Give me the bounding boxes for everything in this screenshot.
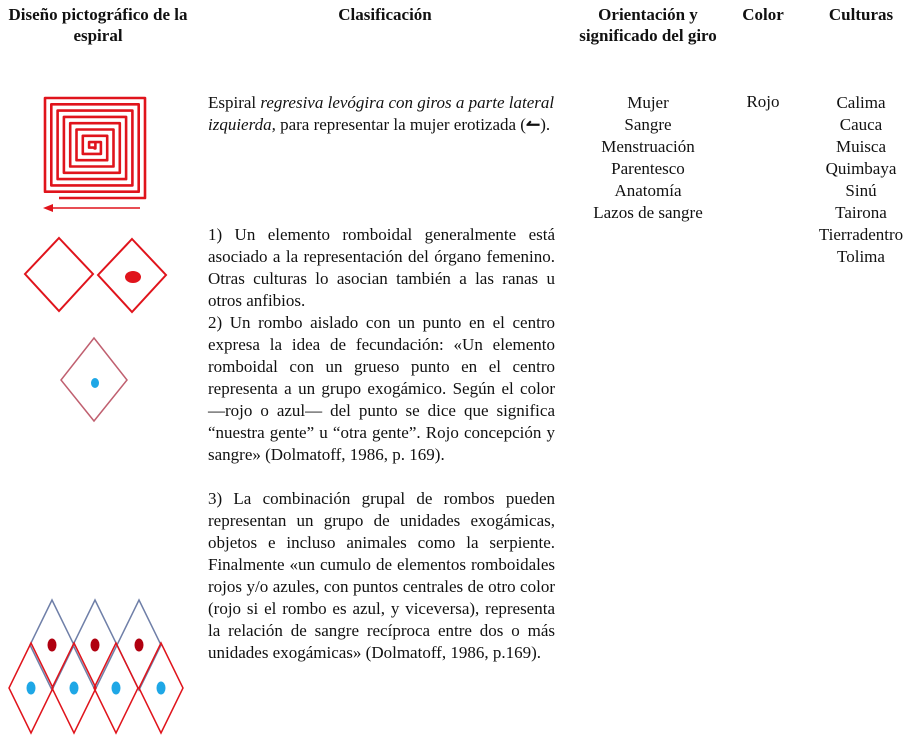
- text: ).: [540, 115, 551, 134]
- header-color: Color: [742, 5, 784, 24]
- meanings-list: [578, 92, 718, 224]
- list-item: Sangre: [624, 115, 672, 134]
- list-item: Parentesco: [611, 159, 685, 178]
- list-item: Tolima: [837, 247, 885, 266]
- spiral-icon: [45, 98, 145, 198]
- rhombus-dot: [70, 682, 79, 695]
- header-classification: Clasificación: [338, 5, 432, 24]
- list-item: Menstruación: [601, 137, 695, 156]
- text: Espiral: [208, 93, 261, 112]
- classification-paragraph-4: 3) La combinación grupal de rombos pueden representan un grupo de unidades exogámicas, objetos e incluso animales como la serpiente. Finalmente «un cumulo de elementos romboidales rojos y/o azules, con puntos centrales de otro color (rojo si el rombo es azul, y viceversa), representa la relación de sangre recíproca entre dos o más unidades exogámicas» (Dolmatoff, 1986, p.169).: [208, 489, 555, 662]
- list-item: Calima: [836, 93, 886, 112]
- header-design: Diseño pictográfico de la espiral: [8, 5, 188, 45]
- list-item: Tairona: [835, 203, 887, 222]
- cultures-list: [800, 92, 922, 268]
- list-item: Mujer: [627, 93, 669, 112]
- rhombus-empty-icon: [25, 238, 93, 311]
- list-item: Anatomía: [614, 181, 682, 200]
- rhombus-blue-dot-icon: [61, 338, 127, 421]
- list-item: Quimbaya: [825, 159, 897, 178]
- italic-text: regresiva levógira con giros a parte lateral izquierda,: [208, 93, 555, 134]
- list-item: Cauca: [839, 115, 883, 134]
- classification-paragraph-1: [208, 92, 555, 136]
- left-arrow-symbol: ↼: [525, 115, 541, 134]
- classification-paragraph-3: 2) Un rombo aislado con un punto en el centro expresa la idea de fecundación: «Un elemento romboidal con un grueso punto en el centro representa a un grupo exogámico. Según el color —rojo o azul— del punto se dice que significa “nuestra gente” u “otra gente”. Rojo concepción y sangre» (Dolmatoff, 1986, p. 169).: [208, 313, 555, 464]
- rhombus-dot: [48, 639, 57, 652]
- list-item: Tierradentro: [818, 225, 904, 244]
- list-item: Muisca: [835, 137, 887, 156]
- header-cultures: Culturas: [828, 5, 894, 24]
- pictographs: [0, 0, 200, 749]
- rhombus-dot: [112, 682, 121, 695]
- rhombus-dot: [27, 682, 36, 695]
- rhombus-red-dot-icon: [98, 239, 166, 312]
- left-arrow-icon: [43, 204, 140, 212]
- rhombus-dot: [157, 682, 166, 695]
- rhombus-lattice-icon: [9, 600, 183, 733]
- classification-paragraph-2: 1) Un elemento romboidal generalmente está asociado a la representación del órgano femenino. Otras culturas lo asocian también a las ranas u otros anfibios.: [208, 225, 555, 310]
- list-item: Sinú: [845, 181, 877, 200]
- rhombus-dot: [91, 639, 100, 652]
- text: para representar la mujer erotizada (: [275, 115, 526, 134]
- header-orientation: Orientación y significado del giro: [579, 5, 717, 45]
- list-item: Lazos de sangre: [593, 203, 703, 222]
- rhombus-dot: [135, 639, 144, 652]
- color-value: Rojo: [746, 92, 780, 111]
